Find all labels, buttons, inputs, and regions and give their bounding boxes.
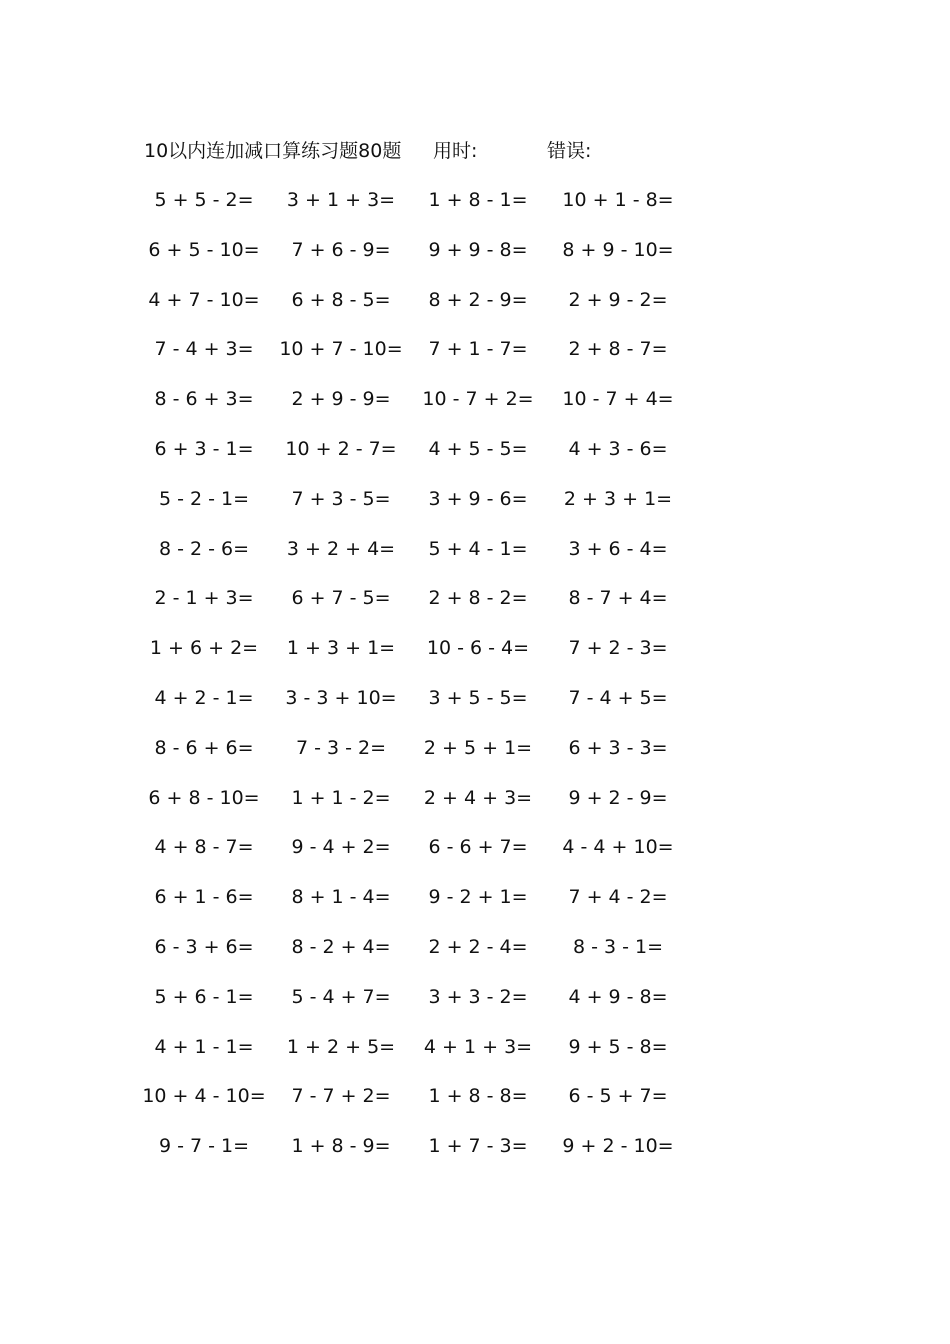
problem-row [0, 235, 950, 285]
problem-item: 2 + 9 - 2= [568, 288, 668, 311]
problem-item: 8 - 7 + 4= [568, 587, 668, 610]
problem-item: 4 - 4 + 10= [562, 836, 674, 859]
problem-item: 5 - 2 - 1= [158, 487, 250, 510]
problem-item: 2 + 3 + 1= [563, 487, 673, 510]
problem-item: 2 - 1 + 3= [154, 587, 254, 610]
problem-item: 6 + 7 - 5= [291, 587, 391, 610]
problem-item: 3 - 3 + 10= [285, 686, 397, 709]
problem-row [0, 683, 950, 733]
problem-item: 2 + 5 + 1= [423, 736, 533, 759]
problem-item: 2 + 8 - 2= [428, 587, 528, 610]
problem-item: 3 + 1 + 3= [286, 189, 396, 211]
problem-item: 9 + 2 - 10= [562, 1135, 674, 1158]
problem-item: 1 + 3 + 1= [286, 637, 396, 660]
problem-item: 5 + 5 - 2= [154, 189, 254, 211]
problem-item: 6 - 6 + 7= [428, 836, 528, 859]
problem-item: 6 + 3 - 1= [154, 437, 254, 460]
problem-item: 7 - 4 + 5= [568, 686, 668, 709]
problem-item: 3 + 2 + 4= [286, 537, 396, 560]
problem-item: 1 + 8 - 1= [428, 189, 528, 211]
problem-row [0, 733, 950, 783]
problem-row [0, 982, 950, 1032]
problem-row [0, 334, 950, 384]
problem-item: 1 + 6 + 2= [149, 637, 259, 660]
problem-item: 4 + 8 - 7= [154, 836, 254, 859]
problem-item: 4 + 5 - 5= [428, 437, 528, 460]
problem-item: 10 + 4 - 10= [142, 1085, 266, 1108]
problem-item: 10 + 7 - 10= [279, 338, 403, 361]
problem-item: 8 - 6 + 6= [154, 736, 254, 759]
time-label: 用时: [433, 140, 478, 162]
problem-item: 5 + 6 - 1= [154, 985, 254, 1008]
problem-item: 4 + 9 - 8= [568, 985, 668, 1008]
problem-item: 5 + 4 - 1= [428, 537, 528, 560]
problem-grid [0, 185, 950, 1181]
problem-item: 10 + 2 - 7= [285, 437, 397, 460]
problem-item: 1 + 7 - 3= [428, 1135, 528, 1158]
problem-item: 6 + 8 - 5= [291, 288, 391, 311]
problem-item: 10 - 7 + 2= [422, 388, 534, 411]
problem-item: 6 + 5 - 10= [148, 238, 260, 261]
problem-row [0, 633, 950, 683]
problem-item: 9 + 9 - 8= [428, 238, 528, 261]
problem-item: 8 - 2 - 6= [158, 537, 250, 560]
problem-row [0, 1032, 950, 1082]
problem-item: 7 + 1 - 7= [428, 338, 528, 361]
problem-item: 10 + 1 - 8= [562, 189, 674, 211]
problem-item: 10 - 6 - 4= [426, 637, 530, 660]
problem-item: 9 + 2 - 9= [568, 786, 668, 809]
problem-item: 6 + 3 - 3= [568, 736, 668, 759]
problem-item: 9 - 2 + 1= [428, 886, 528, 909]
problem-item: 6 + 8 - 10= [148, 786, 260, 809]
problem-item: 1 + 2 + 5= [286, 1035, 396, 1058]
problem-item: 3 + 5 - 5= [428, 686, 528, 709]
problem-item: 8 + 1 - 4= [291, 886, 391, 909]
problem-item: 7 + 3 - 5= [291, 487, 391, 510]
errors-label: 错误: [547, 140, 592, 162]
problem-item: 7 - 3 - 2= [295, 736, 387, 759]
problem-item: 2 + 2 - 4= [428, 935, 528, 958]
problem-item: 8 + 2 - 9= [428, 288, 528, 311]
problem-item: 2 + 8 - 7= [568, 338, 668, 361]
problem-item: 4 + 2 - 1= [154, 686, 254, 709]
problem-item: 8 - 2 + 4= [291, 935, 391, 958]
problem-item: 2 + 9 - 9= [291, 388, 391, 411]
problem-item: 5 - 4 + 7= [291, 985, 391, 1008]
problem-item: 7 + 4 - 2= [568, 886, 668, 909]
problem-item: 1 + 8 - 9= [291, 1135, 391, 1158]
worksheet-header [0, 136, 950, 166]
problem-row [0, 484, 950, 534]
problem-row [0, 285, 950, 335]
problem-item: 9 - 7 - 1= [158, 1135, 250, 1158]
problem-item: 8 - 6 + 3= [154, 388, 254, 411]
problem-item: 9 + 5 - 8= [568, 1035, 668, 1058]
problem-item: 3 + 6 - 4= [568, 537, 668, 560]
problem-item: 1 + 1 - 2= [291, 786, 391, 809]
problem-item: 4 + 3 - 6= [568, 437, 668, 460]
problem-row [0, 832, 950, 882]
problem-item: 6 - 5 + 7= [568, 1085, 668, 1108]
problem-row [0, 1081, 950, 1131]
problem-row [0, 583, 950, 633]
problem-item: 3 + 3 - 2= [428, 985, 528, 1008]
problem-item: 4 + 1 - 1= [154, 1035, 254, 1058]
problem-row [0, 1131, 950, 1181]
problem-row [0, 534, 950, 584]
problem-row [0, 185, 950, 235]
problem-row [0, 384, 950, 434]
problem-row [0, 882, 950, 932]
problem-item: 1 + 8 - 8= [428, 1085, 528, 1108]
problem-item: 6 - 3 + 6= [154, 935, 254, 958]
problem-row [0, 932, 950, 982]
problem-item: 9 - 4 + 2= [291, 836, 391, 859]
problem-item: 3 + 9 - 6= [428, 487, 528, 510]
problem-item: 10 - 7 + 4= [562, 388, 674, 411]
problem-row [0, 783, 950, 833]
problem-item: 7 - 7 + 2= [291, 1085, 391, 1108]
problem-item: 8 - 3 - 1= [572, 935, 664, 958]
problem-item: 4 + 7 - 10= [148, 288, 260, 311]
problem-row [0, 434, 950, 484]
problem-item: 2 + 4 + 3= [423, 786, 533, 809]
worksheet-title: 10以内连加减口算练习题80题 [144, 140, 402, 162]
problem-item: 7 + 6 - 9= [291, 238, 391, 261]
problem-item: 6 + 1 - 6= [154, 886, 254, 909]
problem-item: 8 + 9 - 10= [562, 238, 674, 261]
problem-item: 4 + 1 + 3= [423, 1035, 533, 1058]
problem-item: 7 - 4 + 3= [154, 338, 254, 361]
problem-item: 7 + 2 - 3= [568, 637, 668, 660]
